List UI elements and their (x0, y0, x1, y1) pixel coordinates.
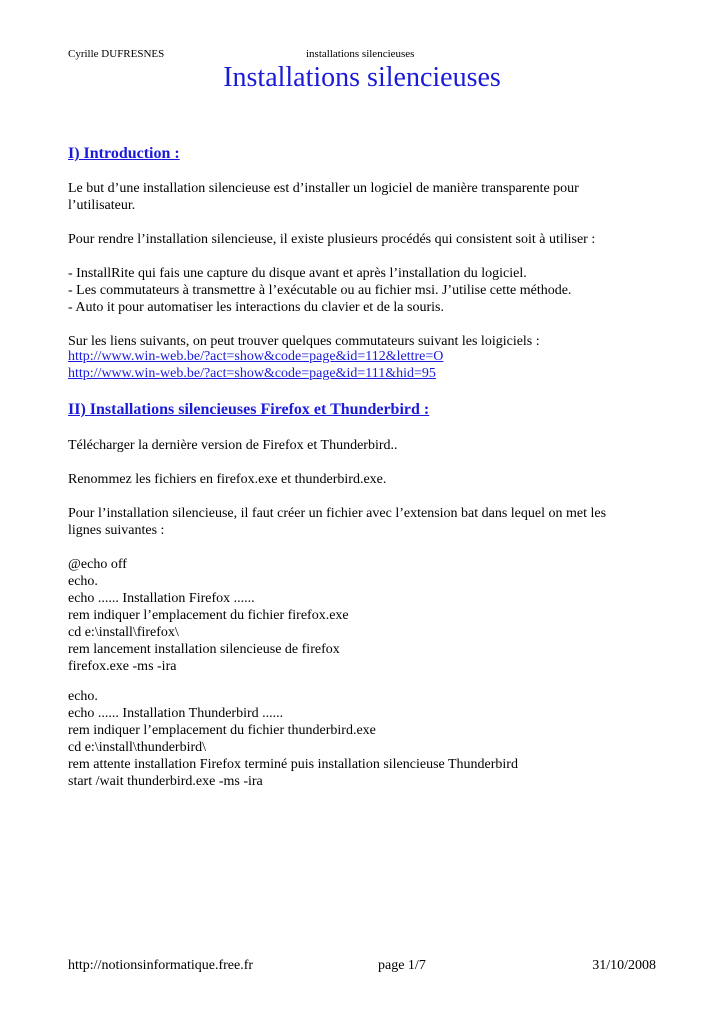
section-heading-introduction: I) Introduction : (68, 145, 180, 162)
footer-page-number: page 1/7 (378, 958, 426, 973)
header-subject: installations silencieuses (306, 48, 415, 60)
page-title: Installations silencieuses (223, 62, 501, 93)
intro-paragraph-3: Sur les liens suivants, on peut trouver quelques commutateurs suivant les loigiciels : (68, 334, 540, 349)
batch-code-thunderbird: echo. echo ...... Installation Thunderbird ...... rem indiquer l’emplacement du fichier thunderbird.exe cd e:\install\thunderbird\ rem attente installation Firefox terminé puis installation silencieuse Thunderbird start /wait thunderbird.exe -ms -ira (68, 689, 518, 789)
intro-paragraph-1: Le but d’une installation silencieuse est d’installer un logiciel de manière transparente pour l’utilisateur. (68, 181, 579, 213)
firefox-paragraph-1: Télécharger la dernière version de Firefox et Thunderbird.. (68, 438, 398, 453)
intro-paragraph-2: Pour rendre l’installation silencieuse, il existe plusieurs procédés qui consistent soit à utiliser : (68, 232, 596, 247)
intro-method-list: - InstallRite qui fais une capture du disque avant et après l’installation du logiciel. - Les commutateurs à transmettre à l’exécutable ou au fichier msi. J’utilise cette méthode. - Auto it pour automatiser les interactions du clavier et de la souris. (68, 266, 572, 315)
link-win-web-112[interactable]: http://www.win-web.be/?act=show&code=page&id=112&lettre=O (68, 349, 444, 364)
footer-url: http://notionsinformatique.free.fr (68, 958, 254, 973)
header-author: Cyrille DUFRESNES (68, 48, 165, 60)
footer-date: 31/10/2008 (592, 958, 656, 973)
batch-code-firefox: @echo off echo. echo ...... Installation Firefox ...... rem indiquer l’emplacement du fichier firefox.exe cd e:\install\firefox\ rem lancement installation silencieuse de firefox firefox.exe -ms -ira (68, 557, 349, 674)
section-heading-firefox-thunderbird: II) Installations silencieuses Firefox et Thunderbird : (68, 401, 430, 418)
link-win-web-111[interactable]: http://www.win-web.be/?act=show&code=page&id=111&hid=95 (68, 366, 436, 381)
firefox-paragraph-2: Renommez les fichiers en firefox.exe et thunderbird.exe. (68, 472, 387, 487)
firefox-paragraph-3: Pour l’installation silencieuse, il faut créer un fichier avec l’extension bat dans lequel on met les lignes suivantes : (68, 506, 607, 538)
